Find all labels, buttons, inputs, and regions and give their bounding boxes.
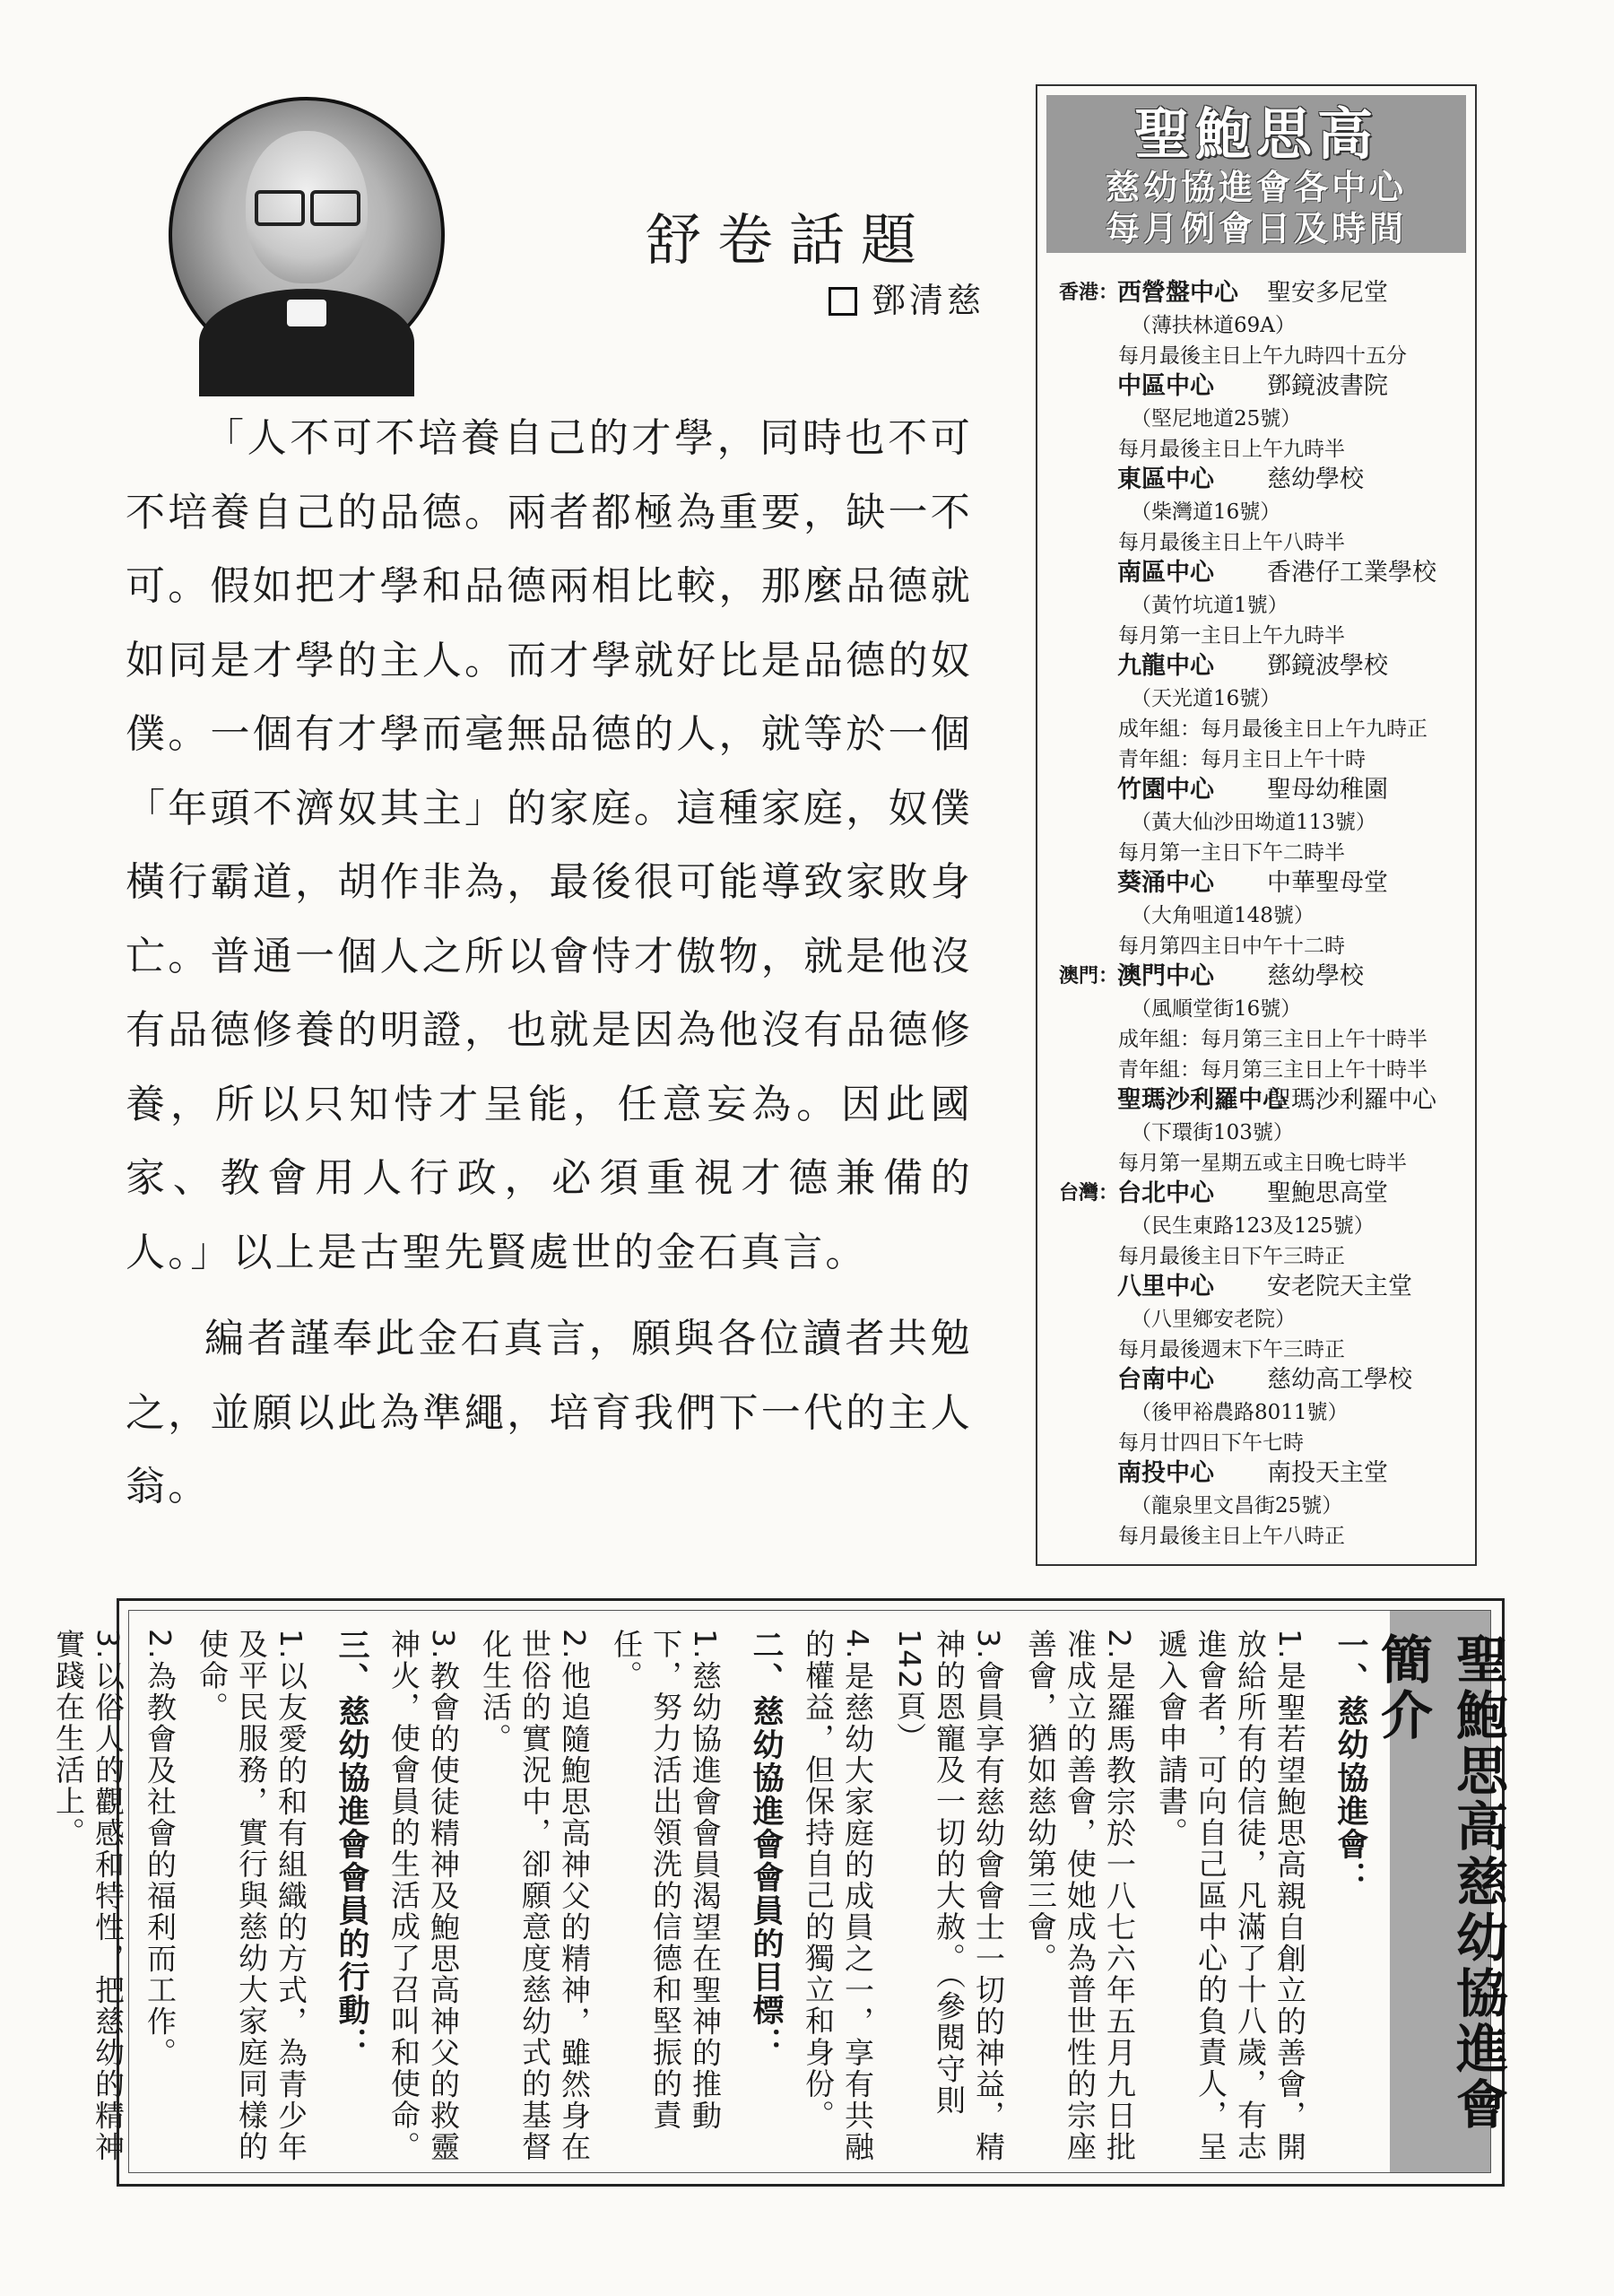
center-address: （薄扶林道69A） (1131, 314, 1296, 337)
center-address: （後甲裕農路8011號） (1131, 1401, 1349, 1424)
meeting-time: 每月第一主日下午二時半 (1118, 841, 1345, 865)
intro-item (798, 1629, 877, 2163)
center-address: （堅尼地道25號） (1131, 407, 1302, 430)
item-number: 2. (143, 1629, 178, 1661)
center-row (1059, 961, 1471, 994)
center-row (1059, 278, 1471, 310)
center-row (1059, 1085, 1471, 1118)
center-row (1059, 558, 1471, 590)
article-body (126, 402, 973, 1525)
item-number: 3. (91, 1629, 126, 1661)
item-text: 以俗人的觀感和特性，把慈幼的精神實踐在生活上。 (51, 1629, 126, 2163)
address-row (1059, 1211, 1471, 1241)
center-address: （下環街103號） (1131, 1121, 1294, 1144)
region-label: 澳門： (1059, 965, 1119, 987)
intro-title: 聖鮑思高慈幼協進會簡介 (1372, 1632, 1508, 2133)
center-name: 澳門中心 (1117, 962, 1214, 990)
schedule-subtitle: 每月例會日及時間 (1105, 209, 1407, 248)
section-heading: 三、慈幼協進會會員的行動： (334, 1629, 369, 2060)
meeting-time: 每月第一星期五或主日晚七時半 (1118, 1152, 1407, 1175)
time-row (1059, 1335, 1471, 1365)
center-row (1059, 1272, 1471, 1304)
center-address: （龍泉里文昌街25號） (1131, 1494, 1343, 1518)
item-number: 1. (1272, 1629, 1307, 1661)
section-heading: 二、慈幼協進會會員的目標： (748, 1629, 784, 2060)
address-row (1059, 683, 1471, 714)
meeting-schedule-box (1036, 84, 1477, 1566)
center-name: 台北中心 (1117, 1179, 1214, 1207)
meeting-time: 每月最後主日上午九時半 (1118, 438, 1345, 461)
intro-item (1020, 1629, 1139, 2163)
schedule-subtitle: 慈幼協進會各中心 (1105, 168, 1407, 207)
center-venue: 慈幼學校 (1267, 465, 1364, 493)
item-number: 2. (557, 1629, 592, 1661)
meeting-time: 每月最後週末下午三時正 (1118, 1338, 1345, 1361)
center-name: 葵涌中心 (1117, 869, 1214, 897)
time-row (1059, 1055, 1471, 1085)
intro-item (475, 1629, 594, 2163)
address-row (1059, 1304, 1471, 1335)
meeting-time: 每月最後主日上午八時半 (1118, 531, 1345, 554)
schedule-title: 聖鮑思高 (1133, 101, 1378, 167)
address-row (1059, 590, 1471, 621)
center-name: 南區中心 (1117, 559, 1214, 587)
article-paragraph: 編者謹奉此金石真言，願與各位讀者共勉之，並願以此為準繩，培育我們下一代的主人翁。 (126, 1316, 973, 1509)
center-address: （風順堂街16號） (1131, 997, 1302, 1021)
address-row (1059, 1397, 1471, 1428)
item-text: 以友愛的和有組織的方式，為青少年及平民服務，實行與慈幼大家庭同樣的使命。 (195, 1629, 308, 2163)
center-address: （黃大仙沙田坳道113號） (1131, 811, 1376, 834)
center-name: 東區中心 (1117, 465, 1214, 493)
intro-title-bar (1372, 1611, 1508, 2172)
intro-item (606, 1629, 725, 2163)
center-name: 台南中心 (1117, 1366, 1214, 1394)
item-number: 1. (273, 1629, 308, 1661)
center-venue: 聖母幼稚園 (1267, 776, 1388, 804)
center-name: 八里中心 (1117, 1273, 1214, 1300)
center-venue: 聖安多尼堂 (1267, 279, 1388, 307)
center-address: （八里鄉安老院） (1131, 1308, 1296, 1331)
center-address: （民生東路123及125號） (1131, 1214, 1375, 1238)
address-row (1059, 994, 1471, 1024)
address-row (1059, 1491, 1471, 1521)
time-row (1059, 931, 1471, 961)
item-number: 3. (971, 1629, 1006, 1661)
article-paragraph: 「人不可不培養自己的才學，同時也不可不培養自己的品德。兩者都極為重要，缺一不可。假如把才學和品德兩相比較，那麼品德就如同是才學的主人。而才學就好比是品德的奴僕。一個有才學而毫無品德的人，就等於一個「年頭不濟奴其主」的家庭。這種家庭，奴僕橫行霸道，胡作非為，最後很可能導致家敗身亡。普通一個人之所以會恃才傲物，就是他沒有品德修養的明證，也就是因為他沒有品德修養，所以只知恃才呈能，任意妄為。因此國家、教會用人行政，必須重視才德兼備的人。」以上是古聖先賢處世的金石真言。 (126, 415, 973, 1275)
center-name: 南投中心 (1117, 1459, 1214, 1487)
region-label: 台灣： (1059, 1182, 1119, 1205)
time-row (1059, 527, 1471, 558)
item-text: 是羅馬教宗於一八七六年五月九日批准成立的善會，使她成為普世性的宗座善會，猶如慈幼第三會。 (1023, 1629, 1137, 2163)
center-venue: 鄧鏡波書院 (1267, 372, 1388, 400)
item-text: 是聖若望鮑思高親自創立的善會，開放給所有的信徒，凡滿了十八歲，有志進會者，可向自己區中心的負責人，呈遞入會申請書。 (1154, 1629, 1307, 2163)
meeting-time: 每月廿四日下午七時 (1118, 1431, 1304, 1455)
time-row (1059, 744, 1471, 775)
center-name: 九龍中心 (1117, 652, 1214, 680)
center-venue: 南投天主堂 (1267, 1459, 1388, 1487)
address-row (1059, 807, 1471, 838)
time-row (1059, 1521, 1471, 1552)
meeting-time: 成年組：每月第三主日上午十時半 (1118, 1028, 1427, 1051)
intro-item (192, 1629, 310, 2163)
center-venue: 聖鮑思高堂 (1267, 1179, 1388, 1207)
intro-item (140, 1629, 179, 2163)
meeting-time: 每月最後主日上午九時四十五分 (1118, 344, 1407, 368)
meeting-time: 成年組：每月最後主日上午九時正 (1118, 718, 1427, 741)
center-venue: 慈幼學校 (1267, 962, 1364, 990)
center-address: （黃竹坑道1號） (1131, 594, 1289, 617)
column-title: 舒卷話題 (646, 207, 933, 273)
center-row (1059, 868, 1471, 900)
intro-item (384, 1629, 463, 2163)
box-icon (829, 287, 857, 316)
item-number: 1. (688, 1629, 723, 1661)
item-text: 慈幼協進會會員渴望在聖神的推動下，努力活出領洗的信德和堅振的責任。 (609, 1629, 723, 2132)
intro-item (1151, 1629, 1309, 2163)
center-venue: 慈幼高工學校 (1267, 1366, 1412, 1394)
address-row (1059, 1118, 1471, 1148)
region-label: 香港： (1059, 282, 1119, 304)
item-text: 會員享有慈幼會會士一切的神益，精神的恩寵及一切的大赦。（參閱守則142頁） (892, 1629, 1006, 2163)
meeting-time: 每月最後主日上午八時正 (1118, 1525, 1345, 1548)
meeting-time: 青年組：每月第三主日上午十時半 (1118, 1058, 1427, 1082)
center-venue: 安老院天主堂 (1267, 1273, 1412, 1300)
item-text: 教會的使徒精神及鮑思高神父的救靈神火，使會員的生活成了召叫和使命。 (386, 1629, 461, 2163)
center-name: 竹園中心 (1117, 776, 1214, 804)
center-row (1059, 371, 1471, 404)
meeting-time: 每月最後主日下午三時正 (1118, 1245, 1345, 1268)
section-heading: 一、慈幼協進會： (1332, 1629, 1368, 1894)
address-row (1059, 900, 1471, 931)
center-row (1059, 775, 1471, 807)
center-name: 西營盤中心 (1117, 279, 1238, 307)
item-text: 是慈幼大家庭的成員之一，享有共融的權益，但保持自己的獨立和身份。 (801, 1629, 875, 2163)
center-row (1059, 1365, 1471, 1397)
item-number: 4. (840, 1629, 875, 1661)
meeting-time: 每月第一主日上午九時半 (1118, 624, 1345, 648)
item-text: 為教會及社會的福利而工作。 (143, 1660, 178, 2069)
center-name: 聖瑪沙利羅中心 (1117, 1086, 1287, 1114)
center-address: （天光道16號） (1131, 687, 1281, 710)
center-venue: 中華聖母堂 (1267, 869, 1388, 897)
center-name: 中區中心 (1117, 372, 1214, 400)
center-venue: 聖瑪沙利羅中心 (1267, 1086, 1436, 1114)
association-intro-box (51, 1598, 1508, 2187)
time-row (1059, 621, 1471, 651)
center-row (1059, 1178, 1471, 1211)
meeting-time: 每月第四主日中午十二時 (1118, 935, 1345, 958)
time-row (1059, 1428, 1471, 1458)
center-row (1059, 651, 1471, 683)
byline (829, 273, 985, 322)
address-row (1059, 310, 1471, 341)
time-row (1059, 341, 1471, 371)
intro-text (51, 1629, 1370, 2163)
intro-item (889, 1629, 1008, 2163)
center-venue: 香港仔工業學校 (1267, 559, 1436, 587)
address-row (1059, 404, 1471, 434)
item-number: 2. (1102, 1629, 1137, 1661)
item-text: 他追隨鮑思高神父的精神，雖然身在世俗的實況中，卻願意度慈幼式的基督化生活。 (478, 1629, 592, 2163)
time-row (1059, 838, 1471, 868)
time-row (1059, 434, 1471, 465)
address-row (1059, 497, 1471, 527)
time-row (1059, 1241, 1471, 1272)
schedule-list (1059, 278, 1471, 1552)
item-number: 3. (426, 1629, 461, 1661)
schedule-header (1046, 95, 1466, 253)
intro-item (48, 1629, 127, 2163)
author-portrait (169, 97, 445, 373)
meeting-time: 青年組：每月主日上午十時 (1118, 748, 1366, 771)
time-row (1059, 714, 1471, 744)
author-name: 鄧清慈 (872, 281, 985, 320)
time-row (1059, 1024, 1471, 1055)
center-row (1059, 1458, 1471, 1491)
time-row (1059, 1148, 1471, 1178)
center-address: （大角咀道148號） (1131, 904, 1315, 927)
center-venue: 鄧鏡波學校 (1267, 652, 1388, 680)
center-address: （柴灣道16號） (1131, 500, 1281, 524)
center-row (1059, 465, 1471, 497)
